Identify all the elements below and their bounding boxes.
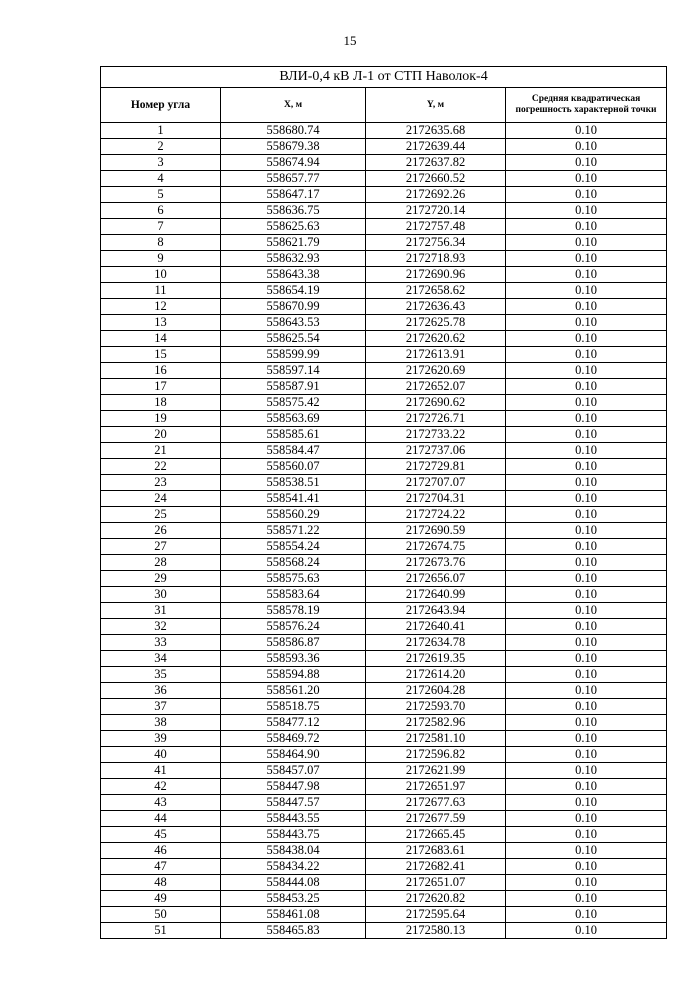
cell-x: 558643.38 (221, 267, 366, 283)
cell-x: 558518.75 (221, 699, 366, 715)
header-y: Y, м (366, 88, 506, 123)
cell-x: 558599.99 (221, 347, 366, 363)
cell-x: 558538.51 (221, 475, 366, 491)
cell-x: 558647.17 (221, 187, 366, 203)
cell-y: 2172604.28 (366, 683, 506, 699)
table-row (101, 299, 667, 315)
cell-x: 558568.24 (221, 555, 366, 571)
cell-y: 2172620.69 (366, 363, 506, 379)
cell-x: 558674.94 (221, 155, 366, 171)
table-row (101, 267, 667, 283)
cell-x: 558541.41 (221, 491, 366, 507)
cell-x: 558621.79 (221, 235, 366, 251)
cell-y: 2172729.81 (366, 459, 506, 475)
cell-x: 558461.08 (221, 907, 366, 923)
cell-number: 27 (101, 539, 221, 555)
cell-x: 558560.29 (221, 507, 366, 523)
cell-y: 2172580.13 (366, 923, 506, 939)
cell-number: 20 (101, 427, 221, 443)
cell-number: 30 (101, 587, 221, 603)
cell-x: 558576.24 (221, 619, 366, 635)
cell-x: 558561.20 (221, 683, 366, 699)
cell-accuracy: 0.10 (506, 315, 667, 331)
cell-accuracy: 0.10 (506, 859, 667, 875)
cell-x: 558586.87 (221, 635, 366, 651)
table-row (101, 811, 667, 827)
cell-x: 558571.22 (221, 523, 366, 539)
cell-x: 558447.98 (221, 779, 366, 795)
cell-x: 558457.07 (221, 763, 366, 779)
cell-y: 2172614.20 (366, 667, 506, 683)
cell-number: 10 (101, 267, 221, 283)
cell-number: 29 (101, 571, 221, 587)
cell-accuracy: 0.10 (506, 619, 667, 635)
table-row (101, 715, 667, 731)
cell-y: 2172634.78 (366, 635, 506, 651)
page-number: 15 (343, 33, 357, 48)
cell-y: 2172757.48 (366, 219, 506, 235)
cell-y: 2172651.07 (366, 875, 506, 891)
cell-x: 558643.53 (221, 315, 366, 331)
cell-x: 558670.99 (221, 299, 366, 315)
cell-number: 23 (101, 475, 221, 491)
cell-number: 15 (101, 347, 221, 363)
cell-y: 2172692.26 (366, 187, 506, 203)
table-row (101, 843, 667, 859)
cell-x: 558636.75 (221, 203, 366, 219)
cell-number: 43 (101, 795, 221, 811)
cell-accuracy: 0.10 (506, 235, 667, 251)
cell-number: 39 (101, 731, 221, 747)
table-title: ВЛИ-0,4 кВ Л-1 от СТП Наволок-4 (101, 67, 667, 88)
cell-x: 558632.93 (221, 251, 366, 267)
cell-number: 31 (101, 603, 221, 619)
cell-accuracy: 0.10 (506, 795, 667, 811)
cell-accuracy: 0.10 (506, 923, 667, 939)
cell-accuracy: 0.10 (506, 379, 667, 395)
cell-accuracy: 0.10 (506, 475, 667, 491)
header-number: Номер угла (101, 88, 221, 123)
cell-x: 558560.07 (221, 459, 366, 475)
cell-accuracy: 0.10 (506, 731, 667, 747)
table-row (101, 683, 667, 699)
cell-number: 3 (101, 155, 221, 171)
cell-x: 558453.25 (221, 891, 366, 907)
cell-accuracy: 0.10 (506, 875, 667, 891)
cell-accuracy: 0.10 (506, 219, 667, 235)
cell-y: 2172726.71 (366, 411, 506, 427)
cell-x: 558443.55 (221, 811, 366, 827)
cell-x: 558584.47 (221, 443, 366, 459)
table-header-row (101, 88, 667, 123)
cell-x: 558563.69 (221, 411, 366, 427)
table-row (101, 203, 667, 219)
cell-number: 7 (101, 219, 221, 235)
cell-x: 558443.75 (221, 827, 366, 843)
table-row (101, 699, 667, 715)
cell-accuracy: 0.10 (506, 283, 667, 299)
cell-y: 2172690.62 (366, 395, 506, 411)
cell-y: 2172651.97 (366, 779, 506, 795)
cell-y: 2172673.76 (366, 555, 506, 571)
cell-number: 13 (101, 315, 221, 331)
cell-x: 558578.19 (221, 603, 366, 619)
cell-accuracy: 0.10 (506, 891, 667, 907)
cell-accuracy: 0.10 (506, 507, 667, 523)
cell-y: 2172620.82 (366, 891, 506, 907)
cell-number: 33 (101, 635, 221, 651)
cell-y: 2172665.45 (366, 827, 506, 843)
cell-accuracy: 0.10 (506, 587, 667, 603)
cell-number: 36 (101, 683, 221, 699)
cell-accuracy: 0.10 (506, 139, 667, 155)
cell-number: 38 (101, 715, 221, 731)
table-row (101, 427, 667, 443)
cell-accuracy: 0.10 (506, 491, 667, 507)
table-row (101, 395, 667, 411)
table-row (101, 347, 667, 363)
table-row (101, 587, 667, 603)
cell-x: 558625.63 (221, 219, 366, 235)
cell-x: 558680.74 (221, 123, 366, 139)
cell-accuracy: 0.10 (506, 635, 667, 651)
cell-y: 2172581.10 (366, 731, 506, 747)
cell-y: 2172613.91 (366, 347, 506, 363)
cell-accuracy: 0.10 (506, 203, 667, 219)
cell-accuracy: 0.10 (506, 187, 667, 203)
cell-number: 50 (101, 907, 221, 923)
cell-x: 558593.36 (221, 651, 366, 667)
table-row (101, 315, 667, 331)
table-row (101, 539, 667, 555)
cell-x: 558575.42 (221, 395, 366, 411)
cell-accuracy: 0.10 (506, 603, 667, 619)
cell-number: 46 (101, 843, 221, 859)
cell-number: 24 (101, 491, 221, 507)
table-row (101, 123, 667, 139)
table-row (101, 571, 667, 587)
cell-y: 2172690.59 (366, 523, 506, 539)
table-row (101, 219, 667, 235)
table-row (101, 411, 667, 427)
cell-number: 44 (101, 811, 221, 827)
cell-number: 9 (101, 251, 221, 267)
cell-accuracy: 0.10 (506, 539, 667, 555)
cell-accuracy: 0.10 (506, 331, 667, 347)
cell-number: 40 (101, 747, 221, 763)
cell-number: 47 (101, 859, 221, 875)
cell-y: 2172724.22 (366, 507, 506, 523)
table-row (101, 155, 667, 171)
table-row (101, 795, 667, 811)
cell-accuracy: 0.10 (506, 363, 667, 379)
cell-accuracy: 0.10 (506, 571, 667, 587)
cell-y: 2172674.75 (366, 539, 506, 555)
cell-y: 2172625.78 (366, 315, 506, 331)
cell-y: 2172596.82 (366, 747, 506, 763)
cell-y: 2172677.59 (366, 811, 506, 827)
cell-number: 11 (101, 283, 221, 299)
cell-y: 2172621.99 (366, 763, 506, 779)
cell-number: 6 (101, 203, 221, 219)
table-row (101, 491, 667, 507)
cell-y: 2172658.62 (366, 283, 506, 299)
cell-y: 2172595.64 (366, 907, 506, 923)
cell-x: 558575.63 (221, 571, 366, 587)
table-row (101, 187, 667, 203)
cell-accuracy: 0.10 (506, 443, 667, 459)
cell-number: 17 (101, 379, 221, 395)
cell-number: 1 (101, 123, 221, 139)
coordinates-table (100, 66, 667, 939)
table-row (101, 475, 667, 491)
cell-x: 558657.77 (221, 171, 366, 187)
table-row (101, 619, 667, 635)
table-row (101, 635, 667, 651)
cell-number: 37 (101, 699, 221, 715)
cell-number: 34 (101, 651, 221, 667)
cell-x: 558679.38 (221, 139, 366, 155)
cell-number: 48 (101, 875, 221, 891)
cell-number: 18 (101, 395, 221, 411)
table-row (101, 731, 667, 747)
cell-accuracy: 0.10 (506, 171, 667, 187)
cell-number: 5 (101, 187, 221, 203)
cell-accuracy: 0.10 (506, 683, 667, 699)
cell-y: 2172640.41 (366, 619, 506, 635)
cell-x: 558438.04 (221, 843, 366, 859)
cell-y: 2172619.35 (366, 651, 506, 667)
cell-accuracy: 0.10 (506, 715, 667, 731)
cell-number: 21 (101, 443, 221, 459)
cell-x: 558444.08 (221, 875, 366, 891)
cell-number: 42 (101, 779, 221, 795)
table-row (101, 235, 667, 251)
cell-accuracy: 0.10 (506, 523, 667, 539)
table-row (101, 507, 667, 523)
cell-accuracy: 0.10 (506, 347, 667, 363)
cell-x: 558464.90 (221, 747, 366, 763)
cell-accuracy: 0.10 (506, 747, 667, 763)
table-row (101, 923, 667, 939)
cell-y: 2172656.07 (366, 571, 506, 587)
cell-y: 2172718.93 (366, 251, 506, 267)
table-row (101, 859, 667, 875)
table-row (101, 747, 667, 763)
header-accuracy: Средняя квадратическая погрешность характерной точки (506, 88, 667, 123)
cell-y: 2172582.96 (366, 715, 506, 731)
table-row (101, 379, 667, 395)
cell-y: 2172660.52 (366, 171, 506, 187)
cell-x: 558583.64 (221, 587, 366, 603)
cell-y: 2172683.61 (366, 843, 506, 859)
cell-number: 45 (101, 827, 221, 843)
table-title-row (101, 67, 667, 88)
cell-accuracy: 0.10 (506, 827, 667, 843)
cell-x: 558477.12 (221, 715, 366, 731)
table-row (101, 875, 667, 891)
cell-x: 558597.14 (221, 363, 366, 379)
cell-accuracy: 0.10 (506, 395, 667, 411)
table-row (101, 443, 667, 459)
table-row (101, 891, 667, 907)
table-row (101, 907, 667, 923)
header-x: X, м (221, 88, 366, 123)
cell-x: 558447.57 (221, 795, 366, 811)
cell-accuracy: 0.10 (506, 411, 667, 427)
cell-y: 2172682.41 (366, 859, 506, 875)
cell-accuracy: 0.10 (506, 427, 667, 443)
cell-y: 2172639.44 (366, 139, 506, 155)
cell-number: 28 (101, 555, 221, 571)
table-row (101, 523, 667, 539)
cell-x: 558594.88 (221, 667, 366, 683)
cell-x: 558587.91 (221, 379, 366, 395)
cell-accuracy: 0.10 (506, 699, 667, 715)
cell-y: 2172720.14 (366, 203, 506, 219)
cell-accuracy: 0.10 (506, 811, 667, 827)
cell-y: 2172640.99 (366, 587, 506, 603)
table-row (101, 171, 667, 187)
cell-accuracy: 0.10 (506, 459, 667, 475)
cell-number: 19 (101, 411, 221, 427)
cell-accuracy: 0.10 (506, 555, 667, 571)
cell-y: 2172635.68 (366, 123, 506, 139)
table-row (101, 651, 667, 667)
cell-number: 4 (101, 171, 221, 187)
cell-y: 2172620.62 (366, 331, 506, 347)
cell-accuracy: 0.10 (506, 667, 667, 683)
cell-x: 558554.24 (221, 539, 366, 555)
cell-accuracy: 0.10 (506, 123, 667, 139)
cell-accuracy: 0.10 (506, 843, 667, 859)
table-row (101, 331, 667, 347)
table-row (101, 603, 667, 619)
cell-number: 26 (101, 523, 221, 539)
table-row (101, 459, 667, 475)
cell-number: 8 (101, 235, 221, 251)
cell-accuracy: 0.10 (506, 651, 667, 667)
cell-y: 2172707.07 (366, 475, 506, 491)
cell-y: 2172733.22 (366, 427, 506, 443)
cell-accuracy: 0.10 (506, 779, 667, 795)
cell-accuracy: 0.10 (506, 299, 667, 315)
cell-x: 558465.83 (221, 923, 366, 939)
cell-number: 41 (101, 763, 221, 779)
cell-number: 25 (101, 507, 221, 523)
cell-number: 12 (101, 299, 221, 315)
cell-number: 35 (101, 667, 221, 683)
table-row (101, 363, 667, 379)
cell-y: 2172636.43 (366, 299, 506, 315)
cell-number: 49 (101, 891, 221, 907)
cell-number: 2 (101, 139, 221, 155)
cell-accuracy: 0.10 (506, 155, 667, 171)
cell-y: 2172677.63 (366, 795, 506, 811)
cell-number: 14 (101, 331, 221, 347)
table-row (101, 763, 667, 779)
table-row (101, 555, 667, 571)
cell-y: 2172593.70 (366, 699, 506, 715)
cell-y: 2172690.96 (366, 267, 506, 283)
cell-accuracy: 0.10 (506, 907, 667, 923)
cell-number: 22 (101, 459, 221, 475)
cell-number: 51 (101, 923, 221, 939)
table-row (101, 139, 667, 155)
cell-accuracy: 0.10 (506, 763, 667, 779)
cell-y: 2172643.94 (366, 603, 506, 619)
cell-y: 2172637.82 (366, 155, 506, 171)
cell-y: 2172737.06 (366, 443, 506, 459)
cell-y: 2172704.31 (366, 491, 506, 507)
cell-y: 2172652.07 (366, 379, 506, 395)
cell-x: 558585.61 (221, 427, 366, 443)
cell-x: 558469.72 (221, 731, 366, 747)
table-row (101, 283, 667, 299)
cell-number: 32 (101, 619, 221, 635)
cell-y: 2172756.34 (366, 235, 506, 251)
cell-number: 16 (101, 363, 221, 379)
table-row (101, 779, 667, 795)
table-body (101, 123, 667, 939)
table-row (101, 251, 667, 267)
cell-x: 558434.22 (221, 859, 366, 875)
cell-accuracy: 0.10 (506, 251, 667, 267)
cell-x: 558654.19 (221, 283, 366, 299)
table-row (101, 667, 667, 683)
cell-accuracy: 0.10 (506, 267, 667, 283)
table-row (101, 827, 667, 843)
cell-x: 558625.54 (221, 331, 366, 347)
